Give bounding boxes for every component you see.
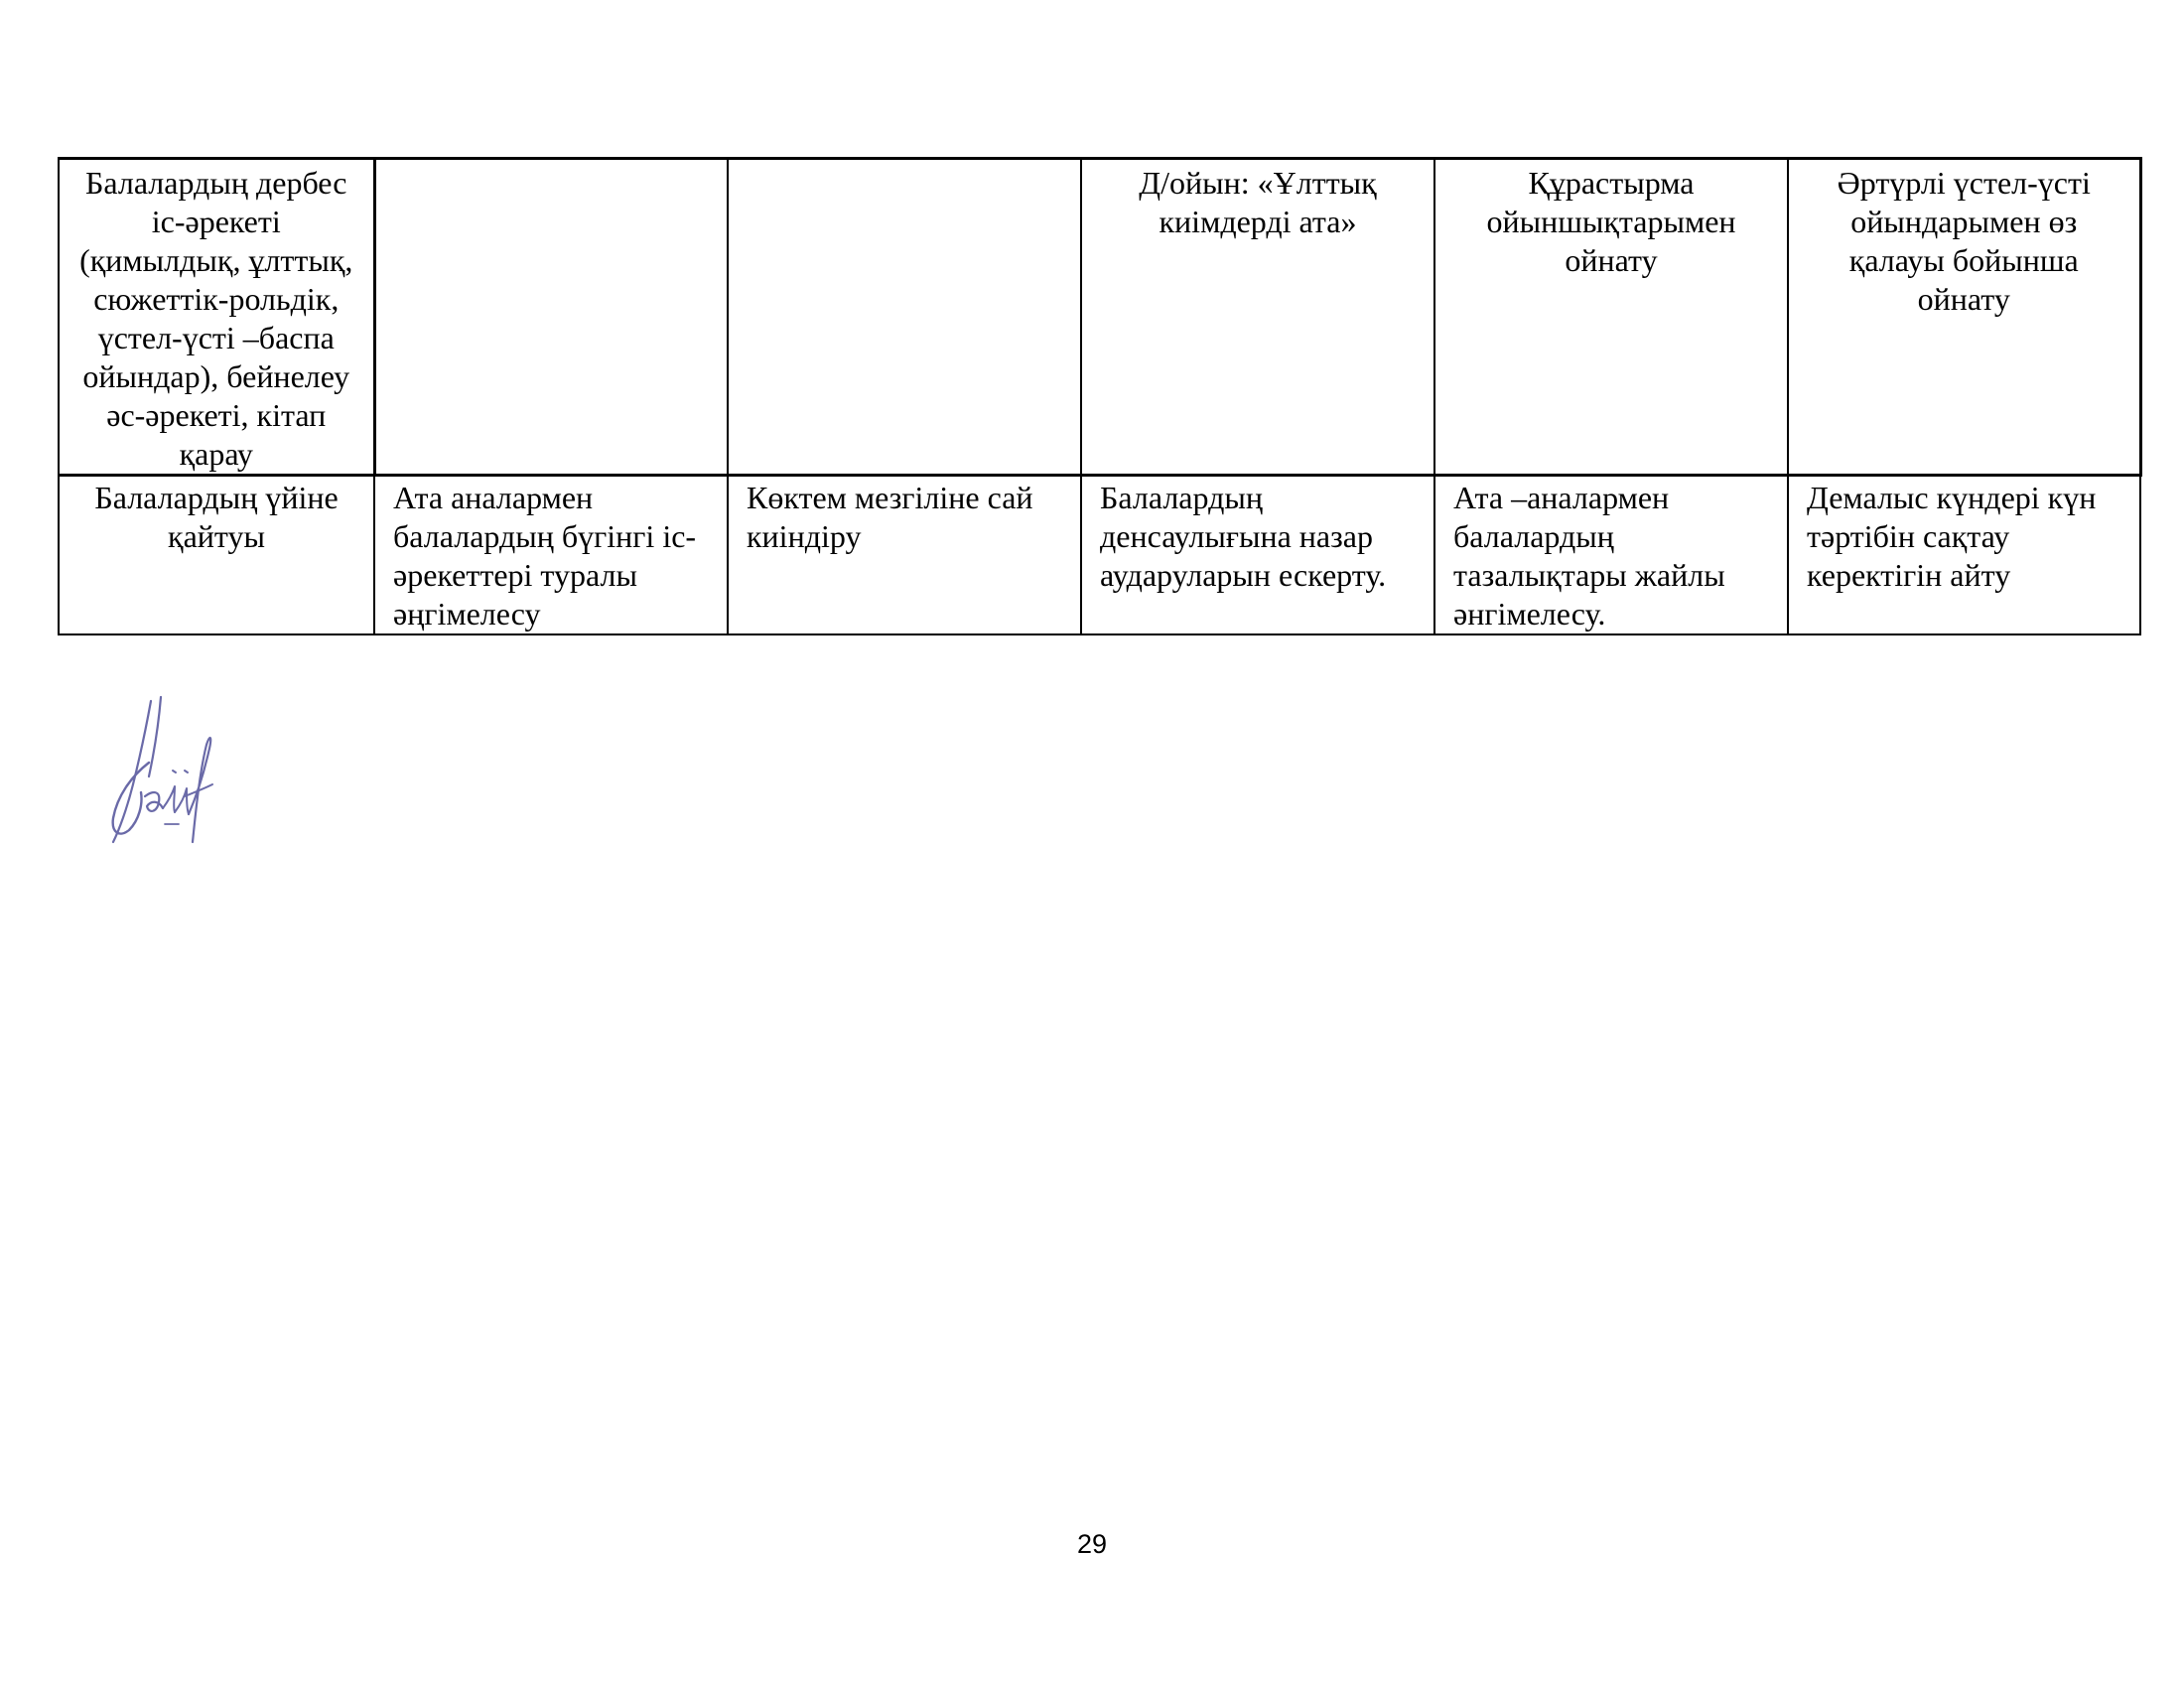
table-cell: Д/ойын: «Ұлттық киімдерді ата» xyxy=(1081,159,1434,476)
table-cell: Балалардың денсаулығына назар аударуларын ескерту. xyxy=(1081,476,1434,635)
table-row xyxy=(59,476,2140,635)
table-cell xyxy=(728,159,1081,476)
row-header-cell: Балалардың үйіне қайтуы xyxy=(59,476,374,635)
table-cell: Демалыс күндері күн тәртібін сақтау керектігін айту xyxy=(1788,476,2140,635)
table-cell: Әртүрлі үстел-үсті ойындарымен өз қалауы бойынша ойнату xyxy=(1788,159,2140,476)
signature-strokes xyxy=(113,697,212,842)
daily-plan-table xyxy=(58,157,2142,635)
table-row xyxy=(59,159,2140,476)
table-cell: Ата аналармен балалардың бүгінгі іс-әрекеттері туралы әңгімелесу xyxy=(374,476,728,635)
row-header-cell: Балалардың дербес іс-әрекеті (қимылдық, ұлттық, сюжеттік-рольдік, үстел-үсті –баспа ойындар), бейнелеу әс-әрекеті, кітап қарау xyxy=(59,159,374,476)
table-cell: Ата –аналармен балалардың тазалықтары жайлы әнгімелесу. xyxy=(1434,476,1788,635)
table-cell: Құрастырма ойыншықтарымен ойнату xyxy=(1434,159,1788,476)
page-number: 29 xyxy=(1076,1529,1108,1559)
handwritten-signature xyxy=(89,693,248,852)
table-cell: Көктем мезгіліне сай киіндіру xyxy=(728,476,1081,635)
table-cell xyxy=(374,159,728,476)
